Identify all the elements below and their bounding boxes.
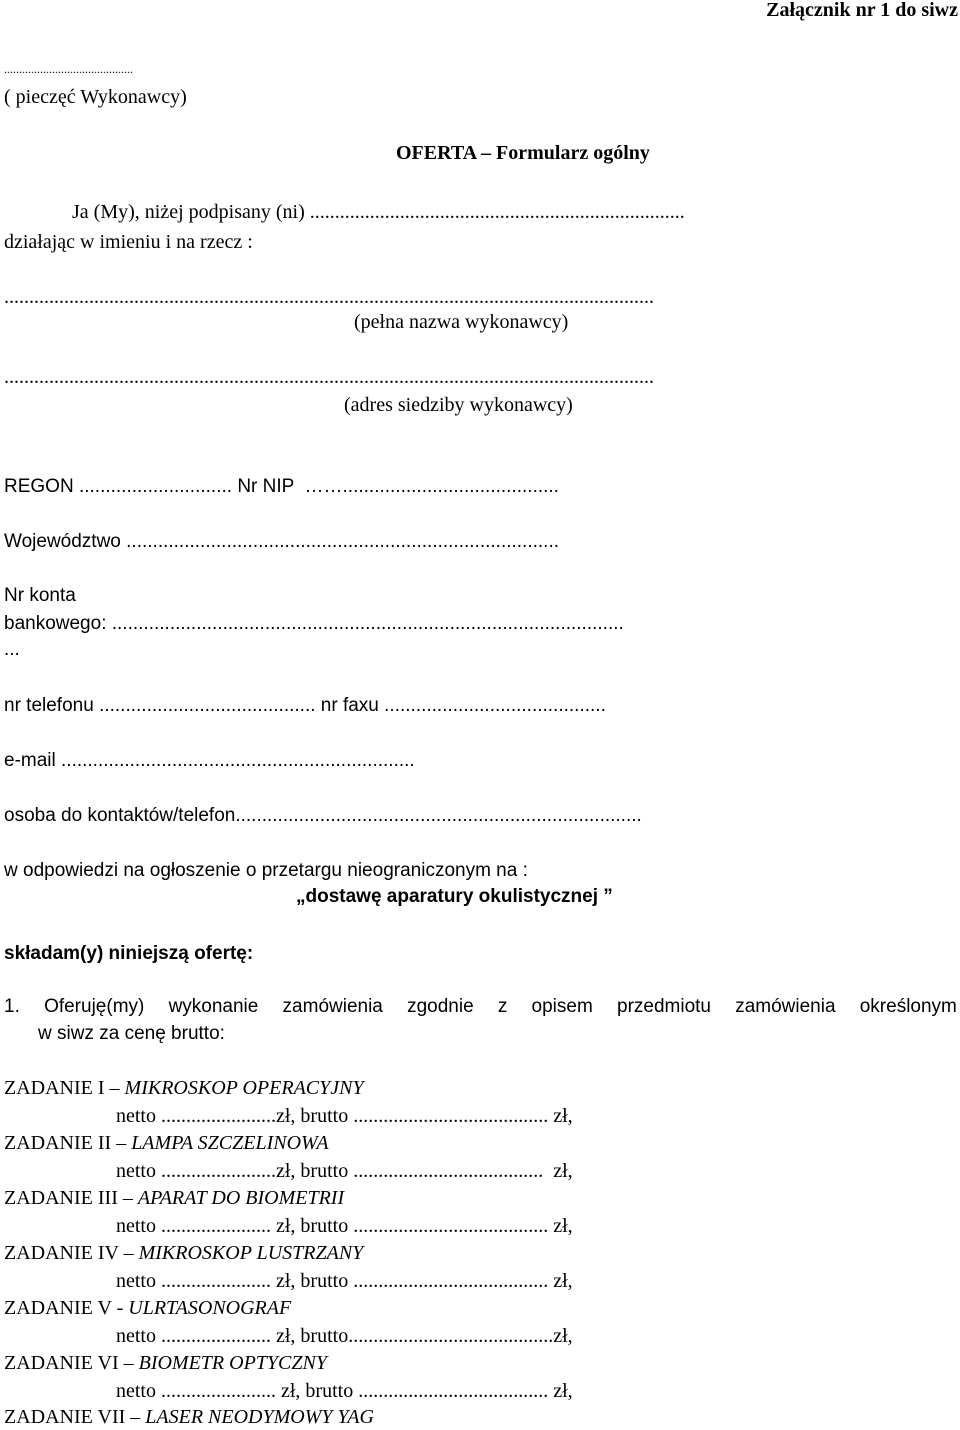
task-heading [4, 1185, 344, 1211]
task-label: ZADANIE VI – [4, 1352, 139, 1374]
stamp-label: ( pieczęć Wykonawcy) [4, 86, 187, 108]
offer-word: wykonanie [168, 996, 259, 1017]
bank-account-continuation: ... [4, 639, 20, 660]
offer-word: przedmiotu [617, 996, 711, 1017]
task-heading [4, 1350, 327, 1376]
task-label: ZADANIE II – [4, 1132, 132, 1154]
submit-offer-heading: składam(y) niniejszą ofertę: [4, 943, 254, 964]
offer-word: z [497, 996, 508, 1017]
task-price-line: netto .......................zł, brutto ....................................... zł, [116, 1105, 573, 1127]
task-label: ZADANIE IV – [4, 1242, 139, 1264]
task-name: APARAT DO BIOMETRII [137, 1187, 345, 1209]
offer-word: zgodnie [407, 996, 474, 1017]
offer-word: opisem [531, 996, 593, 1017]
intro-line-2: działając w imieniu i na rzecz : [4, 231, 253, 253]
task-price-line: netto ...................... zł, brutto.........................................zł, [116, 1325, 573, 1347]
offer-word: 1. [4, 996, 20, 1017]
task-price-line: netto ....................... zł, brutto ...................................... zł, [116, 1380, 573, 1402]
task-label: ZADANIE V - [4, 1297, 129, 1319]
task-name: LAMPA SZCZELINOWA [131, 1132, 329, 1154]
task-name: MIKROSKOP OPERACYJNY [124, 1077, 364, 1099]
phone-fax-line: nr telefonu ......................................... nr faxu .......................................... [4, 695, 606, 716]
task-label: ZADANIE I – [4, 1077, 125, 1099]
intro-line-1: Ja (My), niżej podpisany (ni) ........................................................................... [72, 201, 685, 223]
offer-word: zamówienia [735, 996, 836, 1017]
regon-nip-line: REGON ............................. Nr NIP ……......................................... [4, 476, 559, 497]
document-title: OFERTA – Formularz ogólny [396, 142, 650, 164]
attachment-label: Załącznik nr 1 do siwz [766, 0, 958, 21]
task-heading [4, 1295, 291, 1321]
email-line: e-mail ................................................................... [4, 750, 415, 771]
task-label: ZADANIE III – [4, 1187, 138, 1209]
task-heading [4, 1404, 374, 1430]
task-label: ZADANIE VII – [4, 1406, 146, 1428]
wojewodztwo-line: Województwo .................................................................................. [4, 531, 560, 552]
contractor-address-dots: .................................................................................................................................. [4, 366, 654, 388]
tender-subject: „dostawę aparatury okulistycznej ” [296, 886, 613, 907]
offer-word: zamówienia [282, 996, 383, 1017]
contractor-name-dots: .................................................................................................................................. [4, 286, 654, 308]
offer-word: określonym [859, 996, 957, 1017]
contractor-address-label: (adres siedziby wykonawcy) [344, 394, 573, 416]
offer-word: Oferuję(my) [44, 996, 145, 1017]
task-name: BIOMETR OPTYCZNY [138, 1352, 327, 1374]
bank-account-line: bankowego: ................................................................................................. [4, 613, 624, 634]
task-name: ULRTASONOGRAF [128, 1297, 292, 1319]
contact-person-line: osoba do kontaktów/telefon............................................................................. [4, 805, 642, 826]
task-heading [4, 1130, 329, 1156]
tender-notice-line: w odpowiedzi na ogłoszenie o przetargu nieograniczonym na : [4, 860, 528, 881]
task-price-line: netto .......................zł, brutto ...................................... zł, [116, 1160, 573, 1182]
task-price-line: netto ...................... zł, brutto ....................................... zł, [116, 1215, 573, 1237]
stamp-dots: ........................................... [4, 62, 133, 76]
task-name: LASER NEODYMOWY YAG [145, 1406, 374, 1428]
task-heading [4, 1075, 364, 1101]
task-price-line: netto ...................... zł, brutto ....................................... zł, [116, 1270, 573, 1292]
offer-paragraph-line-1 [4, 994, 957, 1020]
task-heading [4, 1240, 363, 1266]
task-name: MIKROSKOP LUSTRZANY [138, 1242, 364, 1264]
contractor-name-label: (pełna nazwa wykonawcy) [354, 311, 569, 333]
offer-paragraph-line-2: w siwz za cenę brutto: [38, 1023, 225, 1044]
bank-account-label: Nr konta [4, 585, 76, 606]
